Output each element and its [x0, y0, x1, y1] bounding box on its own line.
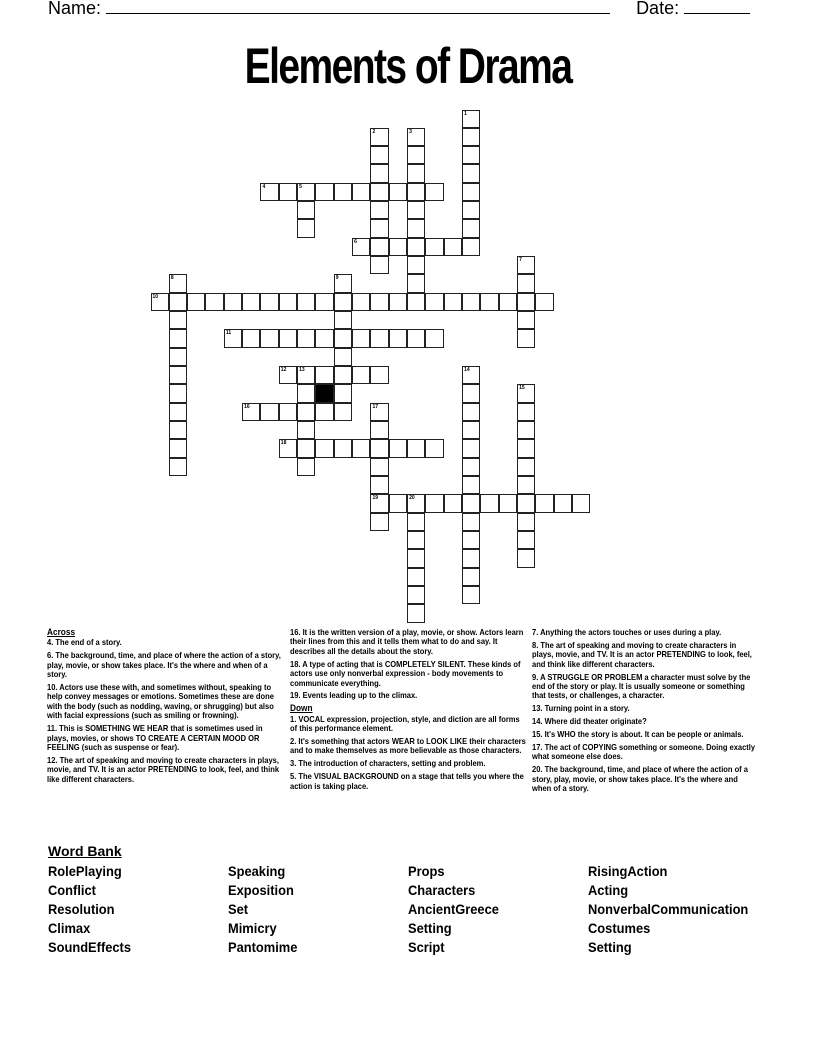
grid-cell[interactable]	[260, 329, 278, 347]
grid-cell[interactable]	[407, 128, 425, 146]
grid-cell[interactable]	[425, 183, 443, 201]
word-bank-column	[228, 862, 394, 957]
grid-cell[interactable]	[169, 421, 187, 439]
grid-cell[interactable]	[169, 348, 187, 366]
clue-number: 7	[519, 257, 522, 264]
grid-cell[interactable]	[407, 183, 425, 201]
grid-cell[interactable]	[407, 164, 425, 182]
grid-cell[interactable]	[169, 439, 187, 457]
grid-cell[interactable]	[334, 348, 352, 366]
grid-cell[interactable]	[370, 476, 388, 494]
word-bank-item: Resolution	[48, 901, 115, 917]
grid-cell[interactable]	[517, 421, 535, 439]
grid-cell[interactable]	[169, 384, 187, 402]
grid-cell[interactable]	[352, 293, 370, 311]
clue-item: 13. Turning point in a story.	[532, 704, 630, 714]
clue-item: 19. Events leading up to the climax.	[290, 691, 418, 701]
grid-cell[interactable]	[425, 494, 443, 512]
grid-cell[interactable]	[517, 311, 535, 329]
clue-number: 8	[170, 275, 174, 282]
grid-cell[interactable]	[297, 329, 315, 347]
clue-number: 11	[225, 330, 232, 337]
grid-cell[interactable]	[352, 439, 370, 457]
grid-cell[interactable]	[572, 494, 590, 512]
clue-item: 15. It's WHO the story is about. It can be people or animals.	[532, 730, 744, 740]
grid-cell[interactable]	[407, 146, 425, 164]
grid-cell[interactable]	[517, 439, 535, 457]
word-bank-item: Acting	[588, 882, 629, 898]
word-bank-item: Set	[228, 901, 249, 917]
grid-cell[interactable]	[169, 329, 187, 347]
grid-cell[interactable]	[407, 256, 425, 274]
grid-cell[interactable]	[407, 531, 425, 549]
grid-cell[interactable]	[407, 201, 425, 219]
grid-cell[interactable]	[389, 439, 407, 457]
grid-cell[interactable]	[370, 201, 388, 219]
grid-cell[interactable]	[370, 421, 388, 439]
word-bank-item: SoundEffects	[48, 939, 132, 955]
clues-column-1	[47, 628, 284, 788]
grid-cell[interactable]	[205, 293, 223, 311]
grid-cell[interactable]	[462, 403, 480, 421]
clue-number: 12	[280, 367, 287, 374]
word-bank-item: Script	[408, 939, 445, 955]
grid-cell[interactable]	[187, 293, 205, 311]
word-bank-item: Pantomime	[228, 939, 298, 955]
grid-cell[interactable]	[517, 274, 535, 292]
grid-cell[interactable]	[370, 329, 388, 347]
grid-cell[interactable]	[352, 329, 370, 347]
grid-cell[interactable]	[480, 494, 498, 512]
grid-cell[interactable]	[315, 403, 333, 421]
grid-cell[interactable]	[334, 384, 352, 402]
grid-cell[interactable]	[462, 586, 480, 604]
clue-item: 7. Anything the actors touches or uses during a play.	[532, 628, 722, 637]
clue-item: 3. The introduction of characters, setting and problem.	[290, 759, 486, 769]
word-bank-heading: Word Bank	[48, 843, 122, 859]
grid-cell[interactable]	[462, 458, 480, 476]
grid-cell[interactable]	[297, 384, 315, 402]
grid-cell[interactable]	[242, 329, 260, 347]
grid-cell[interactable]	[407, 604, 425, 622]
grid-cell[interactable]	[535, 293, 553, 311]
clue-number: 19	[372, 495, 379, 502]
across-heading: Across	[47, 627, 76, 637]
grid-cell[interactable]	[315, 183, 333, 201]
grid-cell[interactable]	[169, 293, 187, 311]
grid-cell[interactable]	[407, 494, 425, 512]
grid-cell[interactable]	[407, 329, 425, 347]
name-label: Name:	[48, 0, 102, 18]
grid-cell[interactable]	[517, 549, 535, 567]
grid-cell[interactable]	[462, 238, 480, 256]
grid-cell[interactable]	[297, 366, 315, 384]
clue-item: 10. Actors use these with, and sometimes without, speaking to help convey messages or emotions. Sometimes these are done with the body (such as nodding, waving, or shrugging) but also with facial expressions (such as smiling or frowning).	[47, 683, 274, 721]
grid-cell[interactable]	[462, 476, 480, 494]
clue-number: 18	[280, 440, 287, 447]
clue-item: 6. The background, time, and place of where the action of a story, play, movie, or show takes place. It's the where and when of a story.	[47, 651, 281, 680]
word-bank-item: Exposition	[228, 882, 294, 898]
grid-cell[interactable]	[169, 274, 187, 292]
word-bank-item: Characters	[408, 882, 476, 898]
across-clue-list-b	[290, 628, 527, 701]
grid-cell[interactable]	[224, 293, 242, 311]
grid-cell[interactable]	[370, 458, 388, 476]
grid-cell[interactable]	[370, 494, 388, 512]
grid-cell[interactable]	[425, 238, 443, 256]
grid-cell[interactable]	[169, 458, 187, 476]
grid-cell[interactable]	[334, 439, 352, 457]
word-bank-item: Mimicry	[228, 920, 277, 936]
clue-item: 1. VOCAL expression, projection, style, and diction are all forms of this performance element.	[290, 714, 520, 734]
clue-number: 15	[519, 385, 525, 392]
grid-cell[interactable]	[370, 403, 388, 421]
grid-cell[interactable]	[297, 439, 315, 457]
word-bank-item: Speaking	[228, 863, 286, 879]
clue-item: 16. It is the written version of a play, movie, or show. Actors learn their lines from this and it tells them what to do and say. It describes all the details about the story.	[290, 628, 524, 656]
grid-cell[interactable]	[462, 201, 480, 219]
grid-cell[interactable]	[315, 329, 333, 347]
clue-item: 9. A STRUGGLE OR PROBLEM a character must solve by the end of the story or play. It is usually someone or something that tests, or challenges, a character.	[532, 672, 751, 701]
grid-cell[interactable]	[444, 238, 462, 256]
grid-cell[interactable]	[389, 494, 407, 512]
clue-number: 9	[335, 275, 339, 282]
clue-item: 2. It's something that actors WEAR to LOOK LIKE their characters and to make themselves as more believable as those characters.	[290, 737, 526, 756]
grid-cell[interactable]	[260, 293, 278, 311]
grid-cell[interactable]	[370, 439, 388, 457]
clues-column-2	[290, 628, 527, 795]
grid-cell[interactable]	[370, 238, 388, 256]
grid-cell[interactable]	[370, 183, 388, 201]
grid-cell[interactable]	[462, 549, 480, 567]
grid-cell[interactable]	[370, 128, 388, 146]
grid-cell[interactable]	[242, 293, 260, 311]
grid-cell[interactable]	[407, 549, 425, 567]
clue-item: 20. The background, time, and place of where the action of a story, play, movie, or show takes place. It's the where and when of a story.	[532, 765, 748, 794]
grid-cell[interactable]	[462, 219, 480, 237]
clue-number: 6	[354, 238, 357, 245]
grid-cell[interactable]	[462, 183, 480, 201]
word-bank-column	[408, 862, 574, 957]
grid-cell[interactable]	[297, 293, 315, 311]
grid-cell[interactable]	[297, 421, 315, 439]
grid-cell[interactable]	[169, 311, 187, 329]
grid-cell[interactable]	[260, 183, 278, 201]
clue-number: 5	[299, 183, 302, 190]
down-clue-list-b	[532, 628, 758, 794]
grid-cell[interactable]	[517, 384, 535, 402]
clue-number: 10	[152, 293, 159, 300]
grid-cell[interactable]	[425, 329, 443, 347]
clue-number: 16	[244, 403, 250, 410]
grid-cell[interactable]	[370, 164, 388, 182]
grid-cell[interactable]	[242, 403, 260, 421]
grid-cell[interactable]	[389, 329, 407, 347]
grid-cell[interactable]	[407, 439, 425, 457]
grid-cell[interactable]	[315, 366, 333, 384]
clue-number: 20	[409, 495, 415, 502]
clue-number: 2	[372, 128, 376, 135]
grid-cell[interactable]	[462, 146, 480, 164]
grid-cell[interactable]	[462, 164, 480, 182]
grid-cell[interactable]	[370, 513, 388, 531]
word-bank-item: AncientGreece	[408, 901, 499, 917]
grid-cell[interactable]	[444, 293, 462, 311]
grid-cell[interactable]	[407, 586, 425, 604]
word-bank-heading-wrap	[48, 843, 122, 861]
grid-cell[interactable]	[480, 293, 498, 311]
grid-cell[interactable]	[279, 439, 297, 457]
grid-cell[interactable]	[389, 238, 407, 256]
across-clue-list-a	[47, 638, 284, 784]
grid-cell[interactable]	[334, 293, 352, 311]
grid-cell[interactable]	[499, 293, 517, 311]
grid-cell[interactable]	[279, 329, 297, 347]
word-bank-item: RisingAction	[588, 863, 668, 879]
clue-item: 11. This is SOMETHING WE HEAR that is sometimes used in plays, movies, or shows TO CREATE A CERTAIN MOOD OR FEELING (such as suspense or fear).	[47, 724, 263, 752]
grid-cell[interactable]	[297, 201, 315, 219]
grid-cell[interactable]	[297, 403, 315, 421]
grid-cell[interactable]	[462, 366, 480, 384]
grid-cell[interactable]	[334, 403, 352, 421]
word-bank-column	[48, 862, 214, 957]
grid-cell[interactable]	[462, 494, 480, 512]
grid-cell[interactable]	[334, 274, 352, 292]
grid-cell[interactable]	[462, 128, 480, 146]
grid-cell[interactable]	[315, 293, 333, 311]
clue-number: 17	[372, 403, 379, 410]
clue-item: 12. The art of speaking and moving to create characters in plays, movie, and TV. It is an actor PRETENDING to look, feel, and think like different characters.	[47, 755, 280, 784]
grid-cell[interactable]	[462, 439, 480, 457]
clue-item: 18. A type of acting that is COMPLETELY SILENT. These kinds of actors use only nonverbal expression - body movements to communicate everything.	[290, 659, 521, 688]
grid-cell[interactable]	[279, 183, 297, 201]
grid-cell[interactable]	[352, 366, 370, 384]
grid-cell[interactable]	[462, 293, 480, 311]
word-bank-item: NonverbalCommunication	[588, 901, 749, 917]
grid-cell[interactable]	[517, 513, 535, 531]
clue-item: 4. The end of a story.	[47, 638, 122, 648]
down-clue-list-a	[290, 715, 527, 791]
grid-cell[interactable]	[462, 568, 480, 586]
grid-cell[interactable]	[389, 183, 407, 201]
grid-cell[interactable]	[334, 329, 352, 347]
grid-cell[interactable]	[352, 238, 370, 256]
clue-number: 3	[409, 128, 412, 135]
grid-cell[interactable]	[352, 183, 370, 201]
word-bank-column	[588, 862, 754, 957]
grid-cell[interactable]	[535, 494, 553, 512]
word-bank	[48, 862, 768, 957]
clue-item: 14. Where did theater originate?	[532, 717, 647, 727]
grid-cell[interactable]	[224, 329, 242, 347]
grid-cell[interactable]	[462, 110, 480, 128]
grid-cell[interactable]	[370, 256, 388, 274]
grid-cell[interactable]	[370, 293, 388, 311]
word-bank-item: RolePlaying	[48, 863, 122, 879]
grid-cell[interactable]	[517, 329, 535, 347]
clue-number: 14	[464, 367, 470, 374]
word-bank-item: Props	[408, 863, 445, 879]
grid-cell[interactable]	[517, 494, 535, 512]
clue-item: 17. The act of COPYING something or someone. Doing exactly what someone else does.	[532, 743, 756, 762]
grid-cell[interactable]	[279, 403, 297, 421]
grid-cell[interactable]	[260, 403, 278, 421]
word-bank-item: Conflict	[48, 882, 96, 898]
clue-item: 8. The art of speaking and moving to create characters in plays, movie, and TV. It is an actor PRETENDING to look, feel, and think like different characters.	[532, 640, 752, 669]
grid-cell[interactable]	[407, 513, 425, 531]
word-bank-item: Climax	[48, 920, 91, 936]
grid-cell[interactable]	[370, 219, 388, 237]
grid-cell[interactable]	[334, 366, 352, 384]
clue-number: 13	[299, 367, 305, 374]
grid-cell[interactable]	[462, 531, 480, 549]
grid-cell[interactable]	[517, 403, 535, 421]
grid-cell[interactable]	[169, 403, 187, 421]
grid-cell[interactable]	[279, 366, 297, 384]
black-cell	[315, 384, 333, 402]
grid-cell[interactable]	[297, 458, 315, 476]
grid-cell[interactable]	[517, 531, 535, 549]
grid-cell[interactable]	[334, 183, 352, 201]
grid-cell[interactable]	[462, 384, 480, 402]
page-title: Elements of Drama	[244, 38, 572, 94]
grid-cell[interactable]	[499, 494, 517, 512]
clues-column-3	[532, 628, 758, 797]
grid-cell[interactable]	[517, 256, 535, 274]
grid-cell[interactable]	[151, 293, 169, 311]
grid-cell[interactable]	[407, 238, 425, 256]
clue-number: 1	[464, 110, 467, 117]
grid-cell[interactable]	[444, 494, 462, 512]
grid-cell[interactable]	[517, 293, 535, 311]
grid-cell[interactable]	[554, 494, 572, 512]
grid-cell[interactable]	[462, 513, 480, 531]
grid-cell[interactable]	[370, 366, 388, 384]
grid-cell[interactable]	[462, 421, 480, 439]
grid-cell[interactable]	[407, 293, 425, 311]
grid-cell[interactable]	[517, 458, 535, 476]
grid-cell[interactable]	[517, 476, 535, 494]
grid-cell[interactable]	[407, 274, 425, 292]
grid-cell[interactable]	[334, 311, 352, 329]
grid-cell[interactable]	[279, 293, 297, 311]
clue-item: 5. The VISUAL BACKGROUND on a stage that tells you where the action is taking place.	[290, 772, 524, 791]
grid-cell[interactable]	[425, 439, 443, 457]
grid-cell[interactable]	[407, 219, 425, 237]
down-heading: Down	[290, 703, 313, 714]
date-label: Date:	[636, 0, 680, 18]
word-bank-item: Setting	[408, 920, 452, 936]
grid-cell[interactable]	[407, 568, 425, 586]
grid-cell[interactable]	[297, 219, 315, 237]
grid-cell[interactable]	[315, 439, 333, 457]
word-bank-item: Costumes	[588, 920, 651, 936]
grid-cell[interactable]	[370, 146, 388, 164]
grid-cell[interactable]	[389, 293, 407, 311]
grid-cell[interactable]	[425, 293, 443, 311]
clue-number: 4	[262, 183, 266, 190]
grid-cell[interactable]	[297, 183, 315, 201]
grid-cell[interactable]	[169, 366, 187, 384]
word-bank-item: Setting	[588, 939, 632, 955]
